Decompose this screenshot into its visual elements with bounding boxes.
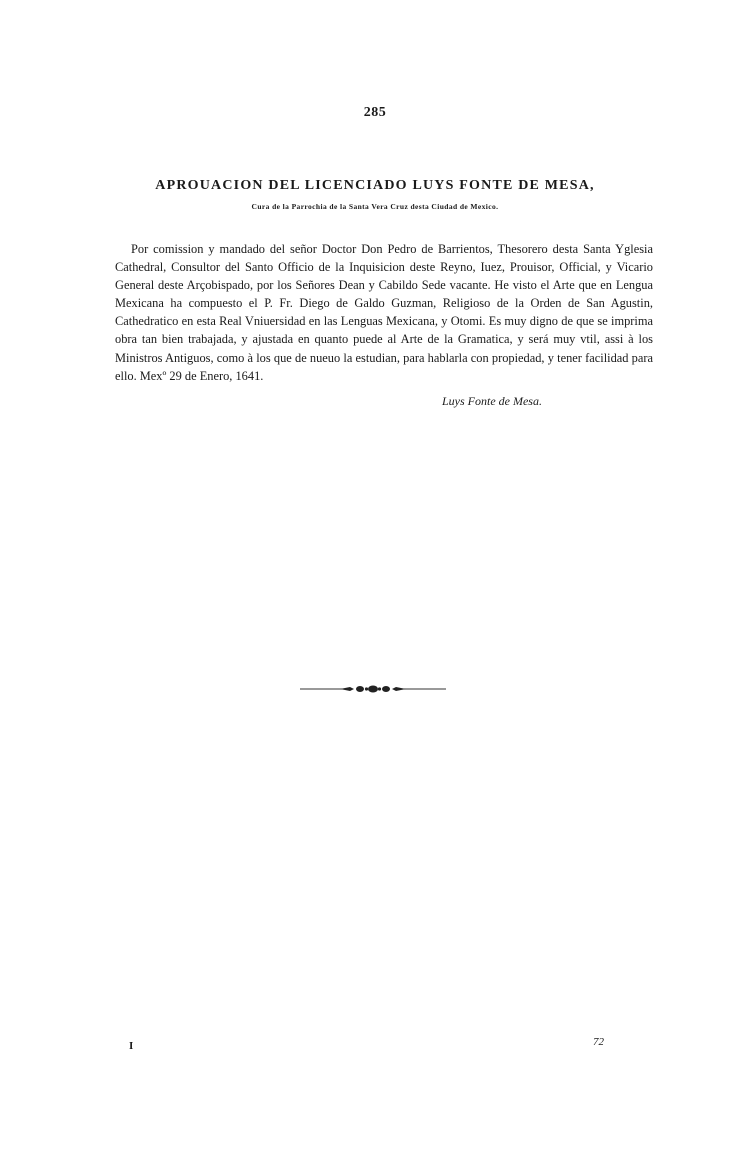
fleuron-divider-icon [298,682,448,694]
document-title: APROUACION DEL LICENCIADO LUYS FONTE DE MESA, [155,178,595,193]
page-number: 285 [363,105,387,120]
body-paragraph: Por comission y mandado del señor Doctor Don Pedro de Barrientos, Thesorero desta Santa Yglesia Cathedral, Consultor del Santo Officio de la Inquisicion deste Reyno, Iuez, Prouisor, Official, y Vicario General deste Arçobispado, por los Señores Dean y Cabildo Sede vacante. He visto el Arte que en Lengua Mexicana ha compuesto el P. Fr. Diego de Galdo Guzman, Religioso de la Orden de San Agustin, Cathedratico en esta Real Vniuersidad en las Lenguas Mexicana, y Otomi. Es muy digno de que se imprima obra tan bien trabajada, y ajustada en quanto puede al Arte de la Gramatica, y será muy vtil, assi à los Ministros Antiguos, como à los que de nueuo la estudian, para hablarla con propiedad, y tener facilidad para ello. Mexº 29 de Enero, 1641. [115,242,653,383]
footer-page-mark: 72 [593,1036,604,1048]
document-subtitle: Cura de la Parrochia de la Santa Vera Cruz desta Ciudad de Mexico. [251,202,499,211]
footer-signature-mark: I [129,1040,134,1052]
signature: Luys Fonte de Mesa. [442,394,542,408]
